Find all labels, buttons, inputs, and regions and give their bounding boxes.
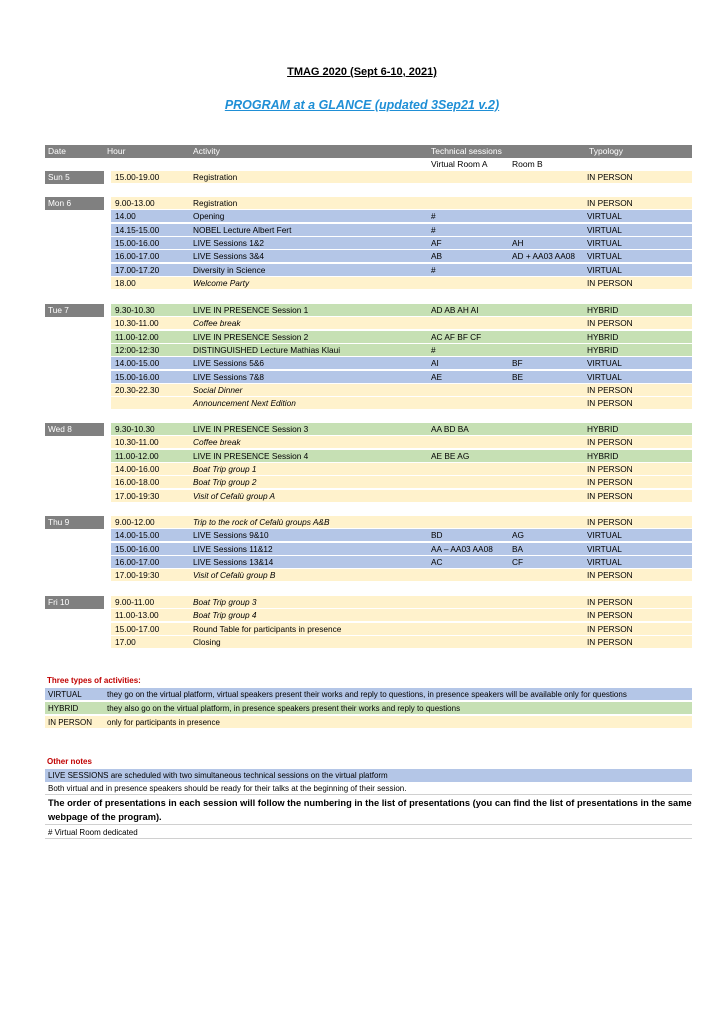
cell-typology: VIRTUAL (587, 237, 622, 248)
cell-activity: Coffee break (193, 318, 241, 329)
row-band (111, 197, 692, 210)
table-row (0, 516, 724, 529)
cell-room-a: AC AF BF CF (431, 331, 482, 342)
cell-room-a: # (431, 264, 436, 275)
row-band (111, 636, 692, 649)
cell-hour: 17.00-17.20 (115, 264, 160, 275)
cell-hour: 9.30-10.30 (115, 305, 155, 315)
table-row (0, 569, 724, 582)
cell-activity: Announcement Next Edition (193, 398, 296, 409)
cell-hour: 14.00-15.00 (115, 358, 160, 369)
cell-room-a: AF (431, 237, 442, 248)
cell-hour: 9.00-13.00 (115, 198, 155, 208)
row-band (111, 436, 692, 449)
table-row (0, 436, 724, 449)
day-label-text: Wed 8 (48, 424, 72, 434)
cell-room-a: # (431, 344, 436, 355)
cell-hour: 11.00-13.00 (115, 610, 159, 621)
table-row (0, 636, 724, 649)
cell-typology: VIRTUAL (587, 264, 622, 275)
row-band (111, 237, 692, 250)
row-band (111, 609, 692, 622)
cell-room-a: BD (431, 530, 443, 541)
note-speakers-ready: Both virtual and in presence speakers should be ready for their talks at the beginning of their session. (45, 782, 692, 795)
cell-room-a: AB (431, 251, 443, 262)
row-band (111, 423, 692, 436)
row-band (111, 596, 692, 609)
table-row (0, 197, 724, 210)
row-band (111, 543, 692, 556)
cell-room-a: AI (431, 358, 439, 369)
legend-heading: Three types of activities: (47, 676, 141, 685)
row-band (111, 331, 692, 344)
cell-activity: Boat Trip group 2 (193, 477, 257, 488)
table-row (0, 250, 724, 263)
day-label (45, 596, 104, 609)
table-subheader (45, 158, 692, 171)
cell-activity: Round Table for participants in presence (193, 623, 342, 634)
cell-activity: LIVE Sessions 7&8 (193, 371, 265, 382)
day-label-text: Sun 5 (48, 172, 70, 182)
day-label-text: Fri 10 (48, 597, 70, 607)
cell-room-a: AC (431, 556, 443, 567)
row-band (111, 384, 692, 397)
cell-hour: 10.30-11.00 (115, 318, 159, 329)
cell-room-b: AH (512, 237, 524, 248)
table-row (0, 543, 724, 556)
day-label (45, 423, 104, 436)
cell-typology: IN PERSON (587, 490, 633, 501)
day-label-text: Thu 9 (48, 517, 70, 527)
row-band (111, 264, 692, 277)
cell-hour: 17.00-19:30 (115, 490, 160, 501)
cell-activity: Trip to the rock of Cefalù groups A&B (193, 517, 330, 527)
cell-hour: 15.00-16.00 (115, 237, 160, 248)
legend-label: VIRTUAL (48, 690, 82, 699)
cell-activity: Opening (193, 211, 225, 222)
day-label (45, 516, 104, 529)
cell-typology: IN PERSON (587, 398, 633, 409)
cell-typology: IN PERSON (587, 277, 633, 288)
table-row (0, 171, 724, 184)
cell-activity: NOBEL Lecture Albert Fert (193, 224, 292, 235)
cell-activity: Registration (193, 198, 238, 208)
table-row (0, 384, 724, 397)
cell-activity: LIVE Sessions 13&14 (193, 556, 274, 567)
row-band (111, 224, 692, 237)
cell-hour: 9.00-11.00 (115, 597, 155, 607)
row-band (111, 317, 692, 330)
cell-typology: VIRTUAL (587, 556, 622, 567)
cell-hour: 15.00-16.00 (115, 543, 160, 554)
row-band (111, 357, 692, 370)
legend-row (45, 716, 692, 729)
table-row (0, 277, 724, 290)
cell-typology: VIRTUAL (587, 251, 622, 262)
cell-room-a: AE (431, 371, 443, 382)
cell-typology: IN PERSON (587, 597, 633, 607)
cell-activity: Social Dinner (193, 384, 243, 395)
cell-hour: 9.30-10.30 (115, 424, 155, 434)
row-band (111, 490, 692, 503)
cell-activity: Visit of Cefalù group A (193, 490, 276, 501)
header-technical-sessions: Technical sessions (431, 146, 502, 156)
day-label (45, 304, 104, 317)
cell-activity: LIVE Sessions 11&12 (193, 543, 273, 554)
row-band (111, 463, 692, 476)
cell-typology: IN PERSON (587, 198, 633, 208)
cell-hour: 16.00-17.00 (115, 556, 160, 567)
cell-hour: 15.00-19.00 (115, 172, 160, 182)
table-row (0, 623, 724, 636)
cell-room-b: BA (512, 543, 524, 554)
table-row (0, 317, 724, 330)
cell-hour: 11.00-12.00 (115, 331, 159, 342)
cell-activity: LIVE IN PRESENCE Session 4 (193, 450, 309, 461)
cell-hour: 14.00 (115, 211, 136, 222)
day-label-text: Tue 7 (48, 305, 69, 315)
legend-row (45, 702, 692, 715)
table-row (0, 331, 724, 344)
cell-activity: Boat Trip group 1 (193, 463, 257, 474)
cell-activity: Closing (193, 636, 221, 647)
day-label (45, 197, 104, 210)
notes-heading: Other notes (47, 757, 92, 766)
cell-activity: LIVE Sessions 3&4 (193, 251, 265, 262)
cell-room-b: CF (512, 556, 524, 567)
cell-hour: 14.00-16.00 (115, 463, 160, 474)
table-row (0, 371, 724, 384)
cell-hour: 20.30-22.30 (115, 384, 160, 395)
table-row (0, 529, 724, 542)
cell-typology: IN PERSON (587, 636, 633, 647)
cell-activity: Boat Trip group 3 (193, 597, 257, 607)
cell-activity: LIVE Sessions 5&6 (193, 358, 265, 369)
cell-typology: IN PERSON (587, 318, 633, 329)
cell-typology: HYBRID (587, 331, 619, 342)
cell-activity: LIVE Sessions 1&2 (193, 237, 265, 248)
cell-typology: IN PERSON (587, 610, 633, 621)
cell-typology: VIRTUAL (587, 530, 622, 541)
cell-activity: Welcome Party (193, 277, 250, 288)
header-activity: Activity (193, 146, 220, 156)
table-row (0, 596, 724, 609)
cell-hour: 10.30-11.00 (115, 437, 159, 448)
cell-room-b: BE (512, 371, 524, 382)
cell-typology: VIRTUAL (587, 211, 622, 222)
note-live-sessions: LIVE SESSIONS are scheduled with two simultaneous technical sessions on the virtual platform (45, 769, 692, 782)
table-row (0, 423, 724, 436)
cell-hour: 14.00-15.00 (115, 530, 160, 541)
cell-room-a: AA BD BA (431, 424, 469, 434)
table-row (0, 304, 724, 317)
cell-typology: VIRTUAL (587, 224, 622, 235)
cell-typology: IN PERSON (587, 570, 633, 581)
cell-room-a: AA – AA03 AA08 (431, 543, 493, 554)
cell-typology: IN PERSON (587, 384, 633, 395)
cell-activity: LIVE IN PRESENCE Session 3 (193, 424, 309, 434)
cell-activity: Visit of Cefalù group B (193, 570, 276, 581)
cell-typology: IN PERSON (587, 437, 633, 448)
cell-hour: 15.00-16.00 (115, 371, 160, 382)
row-band (111, 569, 692, 582)
table-row (0, 357, 724, 370)
day-label-text: Mon 6 (48, 198, 72, 208)
row-band (111, 397, 692, 410)
table-row (0, 264, 724, 277)
cell-typology: VIRTUAL (587, 543, 622, 554)
table-row (0, 556, 724, 569)
row-band (111, 171, 692, 184)
cell-hour: 12:00-12:30 (115, 344, 160, 355)
cell-typology: HYBRID (587, 424, 619, 434)
header-typology: Typology (589, 146, 624, 156)
cell-room-a: # (431, 224, 436, 235)
document-subtitle: PROGRAM at a GLANCE (updated 3Sep21 v.2) (224, 98, 500, 112)
cell-activity: DISTINGUISHED Lecture Mathias Klaui (193, 344, 341, 355)
document-title: TMAG 2020 (Sept 6-10, 2021) (287, 66, 437, 78)
cell-hour: 17.00-19:30 (115, 570, 160, 581)
header-hour: Hour (107, 146, 126, 156)
cell-typology: HYBRID (587, 305, 619, 315)
table-row (0, 609, 724, 622)
cell-typology: IN PERSON (587, 463, 633, 474)
row-band (111, 277, 692, 290)
cell-typology: IN PERSON (587, 623, 633, 634)
cell-hour: 16.00-18.00 (115, 477, 160, 488)
cell-activity: LIVE Sessions 9&10 (193, 530, 269, 541)
cell-hour: 9.00-12.00 (115, 517, 155, 527)
cell-room-a: AE BE AG (431, 450, 470, 461)
row-band (111, 556, 692, 569)
row-band (111, 371, 692, 384)
table-header (45, 145, 692, 158)
table-row (0, 237, 724, 250)
row-band (111, 516, 692, 529)
table-row (0, 490, 724, 503)
row-band (111, 250, 692, 263)
row-band (111, 304, 692, 317)
row-band (111, 210, 692, 223)
cell-hour: 17.00 (115, 636, 136, 647)
legend-row (45, 688, 692, 701)
cell-activity: Coffee break (193, 437, 241, 448)
cell-room-a: # (431, 211, 436, 222)
legend-description: they also go on the virtual platform, in presence speakers present their works and reply to questions (107, 704, 461, 713)
note-presentation-order: The order of presentations in each session will follow the numbering in the list of presentations (you can find the list of presentations in the same webpage of the program). (45, 796, 692, 825)
table-row (0, 463, 724, 476)
table-row (0, 224, 724, 237)
cell-typology: IN PERSON (587, 517, 633, 527)
legend-label: IN PERSON (48, 718, 93, 727)
cell-hour: 15.00-17.00 (115, 623, 160, 634)
table-row (0, 450, 724, 463)
day-label (45, 171, 104, 184)
cell-typology: VIRTUAL (587, 371, 622, 382)
note-virtual-room: # Virtual Room dedicated (45, 826, 692, 839)
header-room-b: Room B (512, 159, 543, 169)
cell-activity: LIVE IN PRESENCE Session 1 (193, 305, 309, 315)
cell-activity: Boat Trip group 4 (193, 610, 257, 621)
table-row (0, 344, 724, 357)
table-row (0, 476, 724, 489)
cell-activity: Registration (193, 172, 238, 182)
row-band (111, 529, 692, 542)
cell-hour: 16.00-17.00 (115, 251, 160, 262)
row-band (111, 623, 692, 636)
cell-typology: IN PERSON (587, 172, 633, 182)
legend-description: they go on the virtual platform, virtual speakers present their works and reply to questions, in presence speakers will be available only for questions (107, 690, 627, 699)
cell-hour: 11.00-12.00 (115, 450, 159, 461)
cell-hour: 14.15-15.00 (115, 224, 160, 235)
cell-typology: HYBRID (587, 450, 619, 461)
row-band (111, 476, 692, 489)
table-row (0, 397, 724, 410)
legend-description: only for participants in presence (107, 718, 220, 727)
header-room-a: Virtual Room A (431, 159, 488, 169)
legend-label: HYBRID (48, 704, 79, 713)
cell-room-b: AD + AA03 AA08 (512, 251, 575, 262)
cell-room-b: AG (512, 530, 524, 541)
row-band (111, 344, 692, 357)
cell-room-a: AD AB AH AI (431, 305, 479, 315)
cell-hour: 18.00 (115, 277, 136, 288)
cell-typology: HYBRID (587, 344, 619, 355)
cell-typology: IN PERSON (587, 477, 633, 488)
cell-activity: Diversity in Science (193, 264, 266, 275)
header-date: Date (48, 146, 66, 156)
table-row (0, 210, 724, 223)
cell-activity: LIVE IN PRESENCE Session 2 (193, 331, 309, 342)
cell-typology: VIRTUAL (587, 358, 622, 369)
cell-room-b: BF (512, 358, 523, 369)
row-band (111, 450, 692, 463)
